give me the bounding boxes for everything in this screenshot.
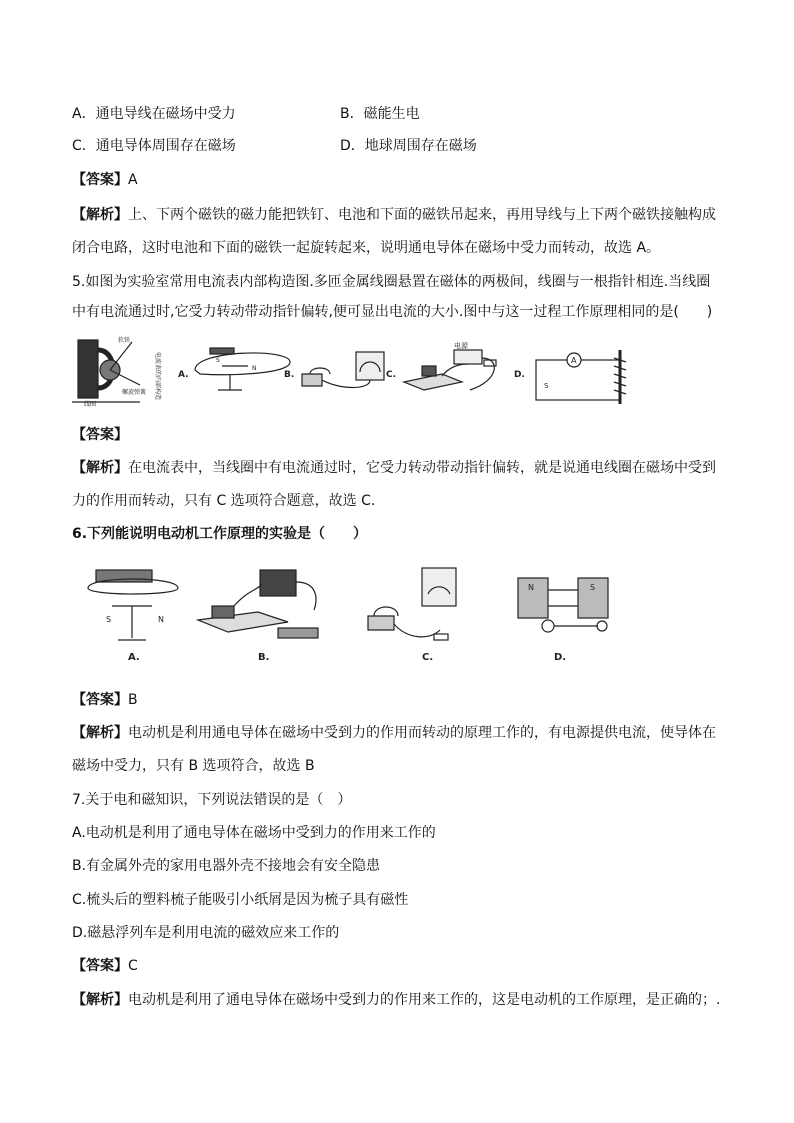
fig-label-b: B. [284, 370, 295, 380]
label-side: 电流表的内部构造 [154, 352, 161, 401]
q5-stem-line-2 [72, 302, 712, 322]
q6-option-d-image [518, 578, 608, 663]
q7-option-b [72, 856, 380, 876]
q5-answer [72, 425, 128, 445]
q6-fig-n: N [158, 615, 164, 624]
q6-fig-d-s: S [590, 583, 596, 592]
answer-label: 【答案】 [72, 427, 128, 443]
fig-label-s: S [216, 357, 220, 364]
fig-label-ammeter: A [571, 356, 577, 365]
q6-fig-s: S [106, 615, 112, 624]
fig-label-power: 电源 [454, 342, 468, 350]
analysis-text: 磁场中受力，只有 B 选项符合，故选 B [72, 758, 315, 774]
q5-option-c-image [386, 341, 496, 390]
q4-option-a-line [72, 104, 420, 124]
fig-label-n: N [252, 365, 257, 372]
q6-fig-d-n: N [528, 583, 534, 592]
q4-answer [72, 170, 138, 190]
option-text: A.电动机是利用了通电导体在磁场中受到力的作用来工作的 [72, 825, 436, 841]
analysis-text: 电动机是利用通电导体在磁场中受到力的作用而转动的原理工作的，有电源提供电流，使导体在 [128, 725, 716, 741]
q6-option-a-image [88, 570, 178, 663]
answer-label: 【答案】 [72, 958, 128, 974]
q5-option-b-image [284, 352, 384, 388]
option-text: C.梳头后的塑料梳子能吸引小纸屑是因为梳子具有磁性 [72, 892, 409, 908]
q4-analysis-line-2 [72, 238, 660, 258]
analysis-label: 【解析】 [72, 207, 128, 223]
fig-label-d: D. [514, 370, 525, 380]
q6-stem-line [72, 524, 367, 544]
q4-option-a: A．通电导线在磁场中受力 [72, 106, 236, 122]
option-text: B.有金属外壳的家用电器外壳不接地会有安全隐患 [72, 858, 381, 874]
q5-analysis-line-2 [72, 491, 375, 511]
analysis-text: 电动机是利用了通电导体在磁场中受到力的作用来工作的，这是电动机的工作原理，是正确的；. [128, 992, 721, 1008]
q6-fig-label-b: B. [258, 652, 270, 663]
label-spring: 螺旋弹簧 [122, 389, 147, 396]
q6-option-b-image [198, 570, 318, 663]
q5-analysis-line-1 [72, 458, 716, 478]
q4-option-d: D．地球周围存在磁场 [340, 138, 477, 154]
label-coil: 线圈 [84, 401, 97, 408]
q7-stem-line [72, 790, 351, 810]
label-iron: 软铁 [118, 337, 131, 344]
q4-option-c: C．通电导体周围存在磁场 [72, 138, 236, 154]
answer-label: 【答案】 [72, 172, 128, 188]
q4-option-b: B．磁能生电 [340, 106, 420, 122]
q5-stem-line-1 [72, 272, 710, 292]
q6-fig-label-a: A. [128, 652, 140, 663]
q6-figure [78, 560, 618, 670]
q4-option-c-line [72, 136, 477, 156]
question-stem: 7.关于电和磁知识，下列说法错误的是（ ） [72, 792, 352, 808]
question-stem: 6.下列能说明电动机工作原理的实验是（ ） [72, 526, 368, 542]
q5-option-a-image [178, 348, 290, 390]
q6-analysis-line-2 [72, 756, 315, 776]
q7-option-a [72, 823, 436, 843]
q7-answer [72, 956, 138, 976]
question-stem: 5.如图为实验室常用电流表内部构造图.多匝金属线圈悬置在磁体的两极间，线圈与一根指针相连.当线圈 [72, 274, 711, 290]
analysis-text: 在电流表中，当线圈中有电流通过时，它受力转动带动指针偏转，就是说通电线圈在磁场中受到 [128, 460, 716, 476]
analysis-label: 【解析】 [72, 725, 128, 741]
answer-label: 【答案】 [72, 692, 128, 708]
q6-fig-label-c: C. [422, 652, 434, 663]
answer-value: C [128, 958, 138, 974]
question-stem: 中有电流通过时,它受力转动带动指针偏转,便可显出电流的大小.图中与这一过程工作原理相同的是( ) [72, 304, 713, 320]
q6-option-c-image [368, 568, 456, 663]
q5-option-d-image [514, 350, 626, 404]
ammeter-structure-image [72, 336, 162, 408]
analysis-text: 闭合电路，这时电池和下面的磁铁一起旋转起来，说明通电导体在磁场中受力而转动，故选 A。 [72, 240, 661, 256]
q4-analysis-line-1 [72, 205, 716, 225]
q6-answer [72, 690, 138, 710]
q5-figure [70, 330, 650, 410]
q6-analysis-line-1 [72, 723, 716, 743]
answer-value: A [128, 172, 138, 188]
option-text: D.磁悬浮列车是利用电流的磁效应来工作的 [72, 925, 340, 941]
analysis-label: 【解析】 [72, 460, 128, 476]
analysis-text: 力的作用而转动，只有 C 选项符合题意，故选 C. [72, 493, 376, 509]
fig-label-c: C. [386, 370, 397, 380]
q6-fig-label-d: D. [554, 652, 567, 663]
answer-value: B [128, 692, 138, 708]
analysis-text: 上、下两个磁铁的磁力能把铁钉、电池和下面的磁铁吊起来，再用导线与上下两个磁铁接触构成 [128, 207, 716, 223]
q7-analysis-line-1 [72, 990, 720, 1010]
q7-option-c [72, 890, 408, 910]
analysis-label: 【解析】 [72, 992, 128, 1008]
fig-label-a: A. [178, 370, 189, 380]
q7-option-d [72, 923, 339, 943]
fig-label-switch: S [544, 382, 549, 390]
